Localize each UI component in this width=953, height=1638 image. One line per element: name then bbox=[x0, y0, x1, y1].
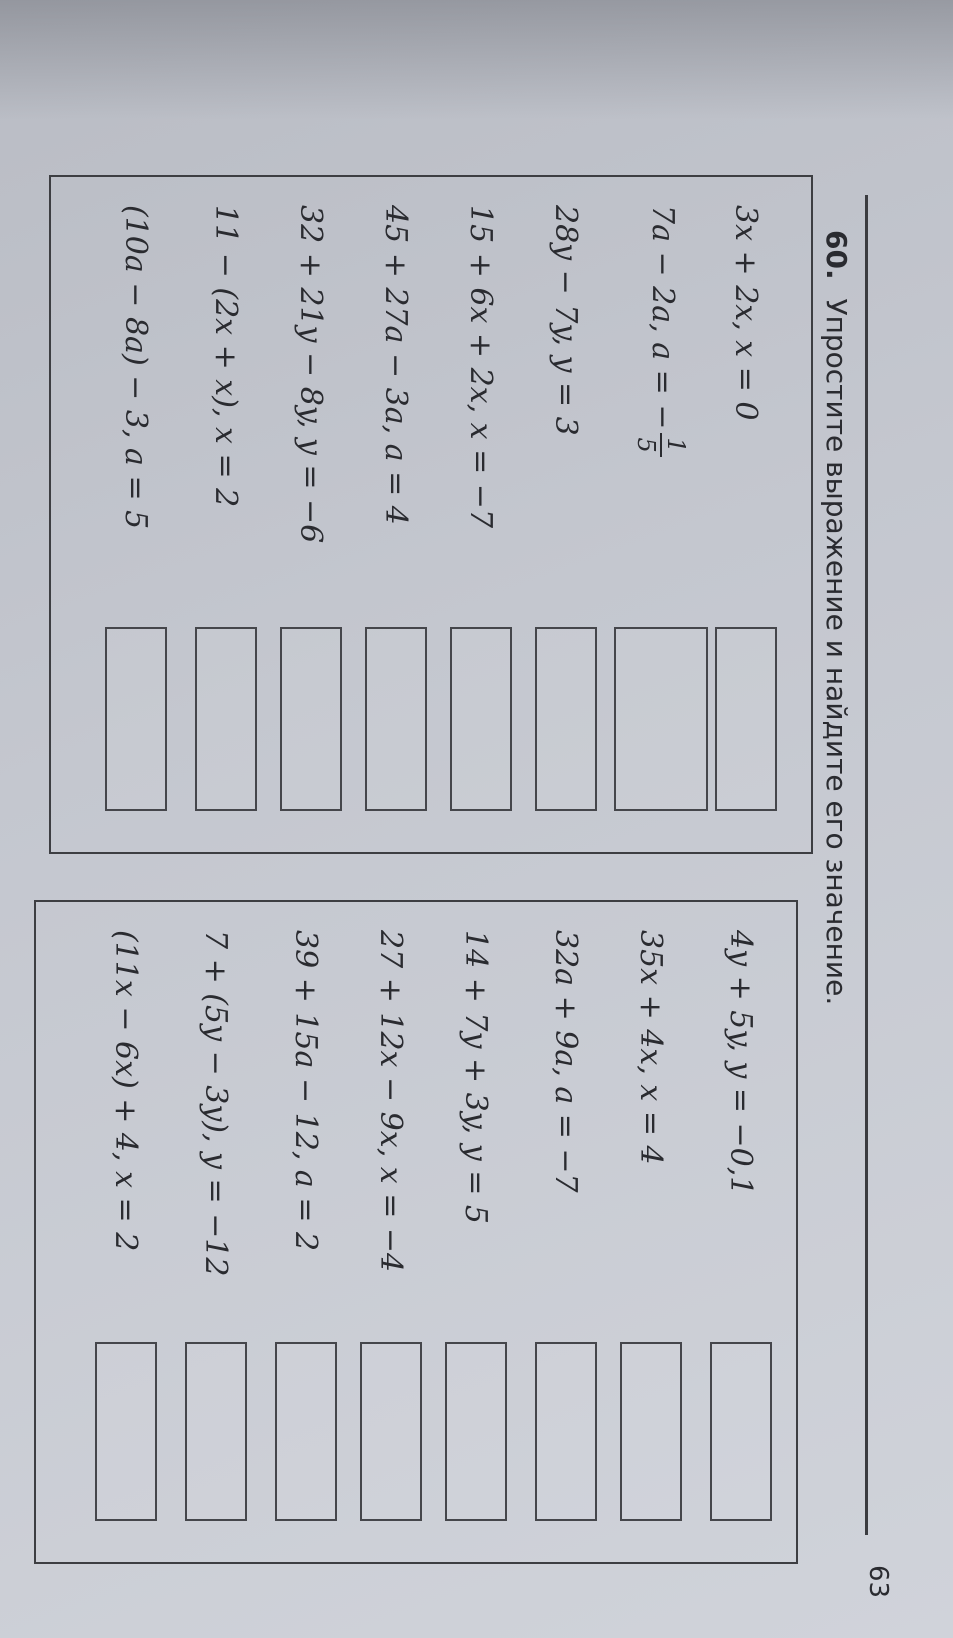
answer-box[interactable] bbox=[535, 1342, 597, 1521]
exercise-row bbox=[271, 902, 341, 1562]
answer-box[interactable] bbox=[95, 1342, 157, 1521]
exercise-row bbox=[181, 902, 251, 1562]
expression: (10a − 8a) − 3, a = 5 bbox=[118, 205, 154, 530]
expression: 28y − 7y, y = 3 bbox=[548, 205, 584, 436]
answer-box[interactable] bbox=[620, 1342, 682, 1521]
expression bbox=[634, 205, 688, 457]
task-instruction: Упростите выражение и найдите его значение. bbox=[820, 298, 853, 1006]
exercise-row bbox=[91, 902, 161, 1562]
fraction-denominator: 5 bbox=[632, 437, 660, 453]
expression: 35x + 4x, x = 4 bbox=[633, 930, 669, 1165]
exercise-row bbox=[616, 902, 686, 1562]
page-number: 63 bbox=[863, 1565, 893, 1599]
answer-box[interactable] bbox=[275, 1342, 337, 1521]
answer-box[interactable] bbox=[280, 627, 342, 811]
fraction bbox=[634, 433, 688, 456]
exercise-row bbox=[706, 902, 776, 1562]
expression: 4y + 5y, y = −0,1 bbox=[723, 930, 759, 1196]
answer-box[interactable] bbox=[715, 627, 777, 811]
expression: (11x − 6x) + 4, x = 2 bbox=[108, 930, 144, 1252]
exercise-row bbox=[361, 177, 431, 852]
exercise-row bbox=[356, 902, 426, 1562]
expression: 32a + 9a, a = −7 bbox=[548, 930, 584, 1193]
answer-box[interactable] bbox=[710, 1342, 772, 1521]
expression-text: 7a − 2a, a = − bbox=[645, 205, 680, 430]
task-heading bbox=[820, 230, 853, 1005]
answer-box[interactable] bbox=[360, 1342, 422, 1521]
answer-box[interactable] bbox=[445, 1342, 507, 1521]
expression: 45 + 27a − 3a, a = 4 bbox=[378, 205, 414, 525]
exercise-row bbox=[626, 177, 696, 852]
answer-box[interactable] bbox=[450, 627, 512, 811]
exercise-row bbox=[441, 902, 511, 1562]
answer-box[interactable] bbox=[105, 627, 167, 811]
fraction-numerator: 1 bbox=[660, 433, 688, 456]
exercise-row bbox=[711, 177, 781, 852]
task-number: 60. bbox=[820, 230, 853, 280]
exercise-row bbox=[191, 177, 261, 852]
answer-box[interactable] bbox=[365, 627, 427, 811]
header-rule bbox=[865, 195, 868, 1535]
right-exercise-panel bbox=[34, 900, 798, 1564]
answer-box[interactable] bbox=[535, 627, 597, 811]
expression: 11 − (2x + x), x = 2 bbox=[208, 205, 244, 508]
expression: 32 + 21y − 8y, y = −6 bbox=[293, 205, 329, 544]
exercise-row bbox=[276, 177, 346, 852]
exercise-row bbox=[446, 177, 516, 852]
exercise-row bbox=[531, 902, 601, 1562]
expression: 3x + 2x, x = 0 bbox=[728, 205, 764, 421]
answer-box[interactable] bbox=[614, 627, 708, 811]
expression: 27 + 12x − 9x, x = −4 bbox=[373, 930, 409, 1273]
answer-box[interactable] bbox=[195, 627, 257, 811]
left-exercise-panel bbox=[49, 175, 813, 854]
expression: 15 + 6x + 2x, x = −7 bbox=[463, 205, 499, 529]
exercise-row bbox=[101, 177, 171, 852]
expression: 14 + 7y + 3y, y = 5 bbox=[458, 930, 494, 1224]
expression: 39 + 15a − 12, a = 2 bbox=[288, 930, 324, 1252]
expression: 7 + (5y − 3y), y = −12 bbox=[198, 930, 234, 1277]
exercise-row bbox=[531, 177, 601, 852]
answer-box[interactable] bbox=[185, 1342, 247, 1521]
